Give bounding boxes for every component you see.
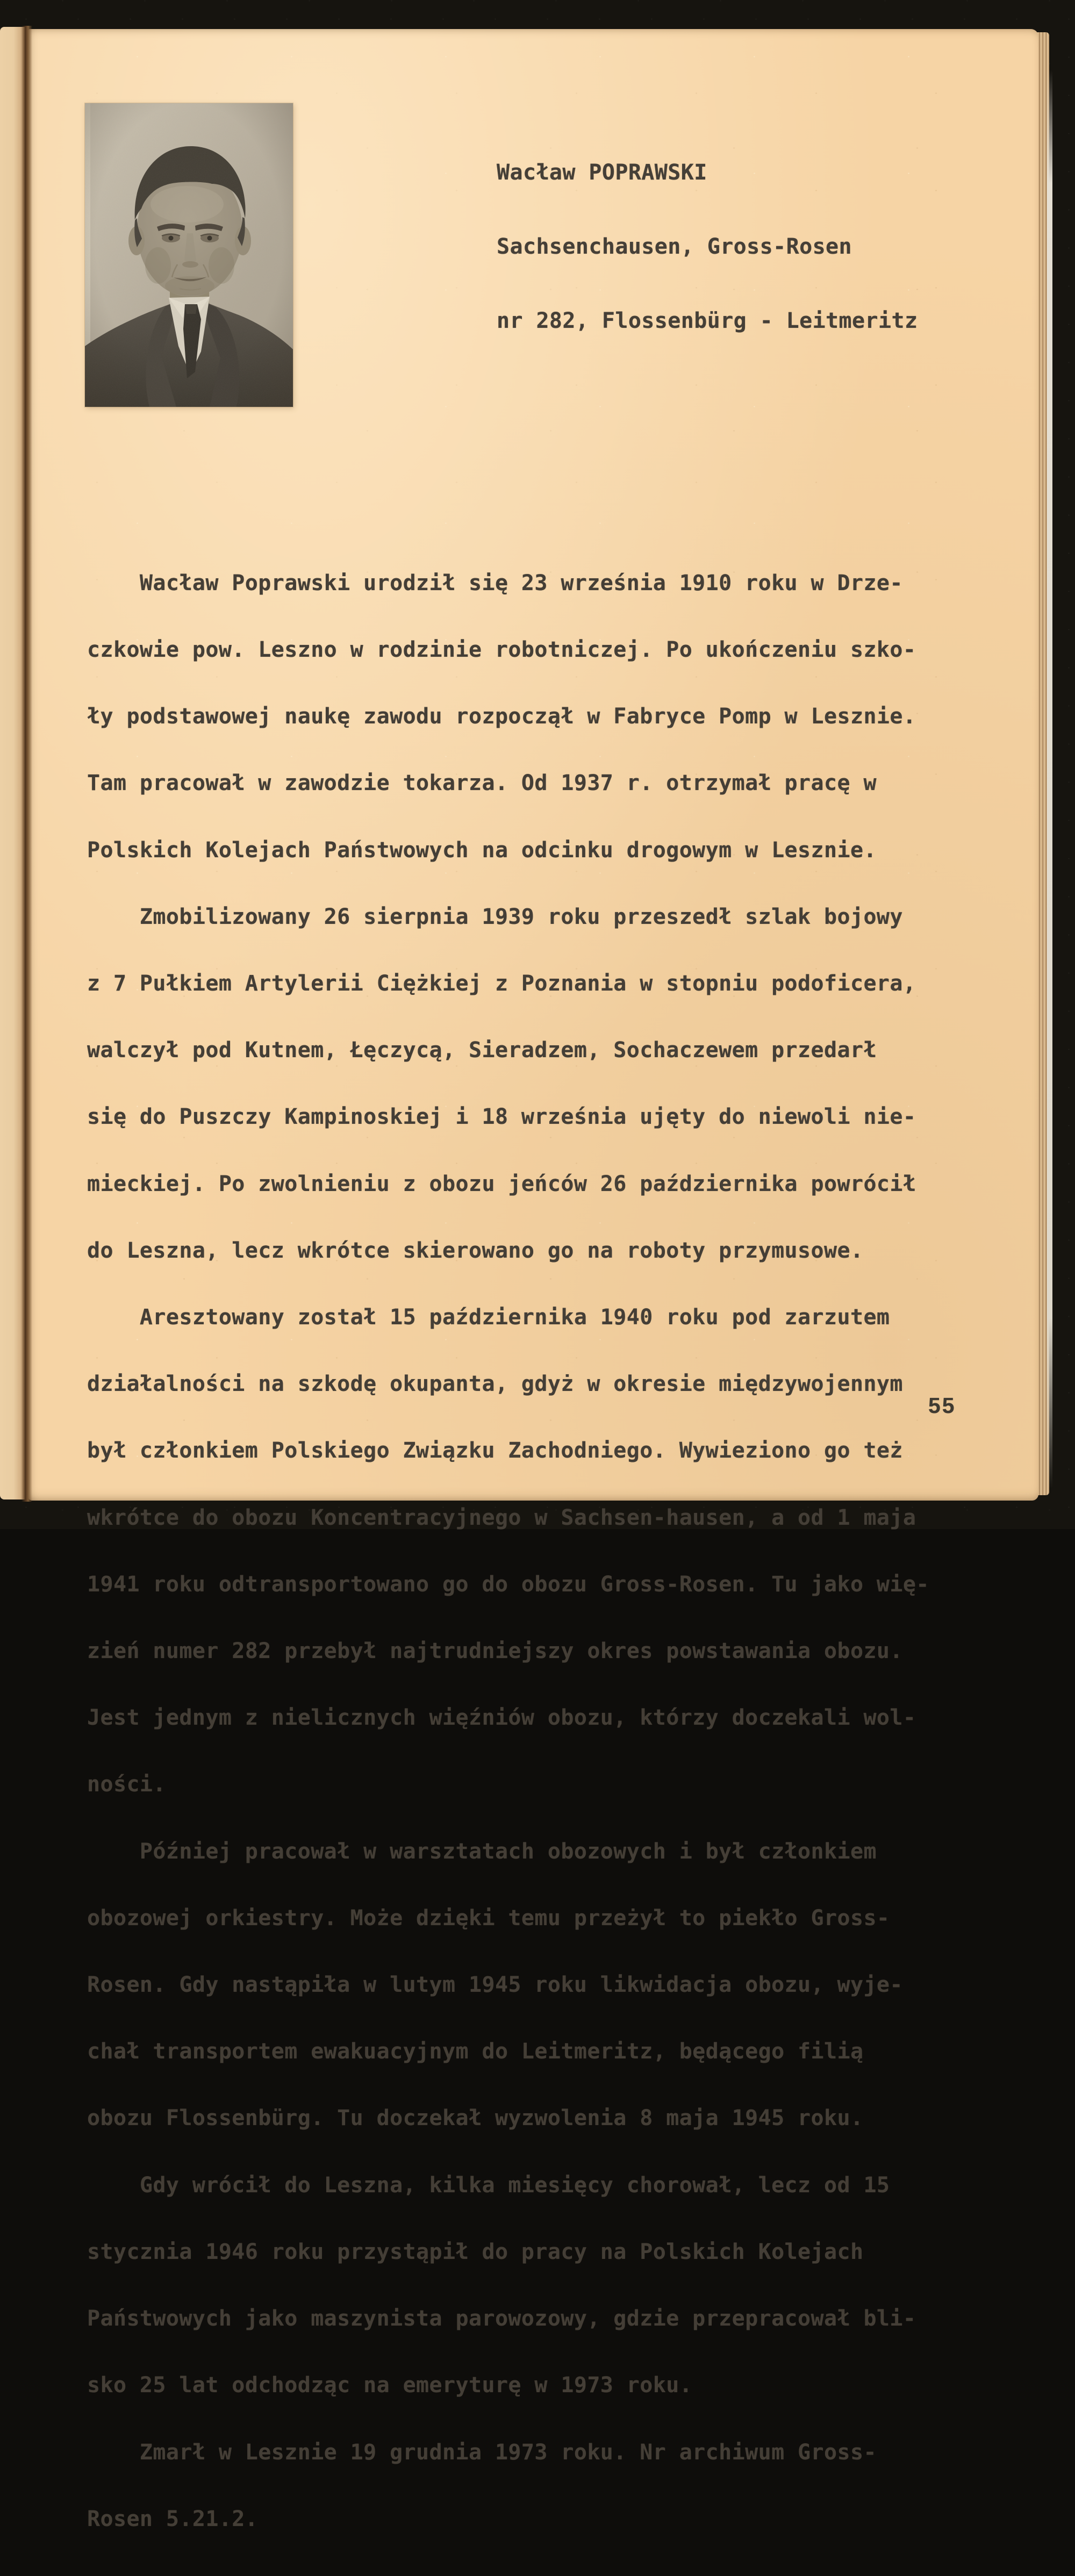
text-line: Rosen. Gdy nastąpiła w lutym 1945 roku likwidacja obozu, wyje-: [87, 1972, 903, 1998]
text-line: Później pracował w warsztatach obozowych i był członkiem: [87, 1839, 877, 1864]
text-line: Rosen 5.21.2.: [87, 2506, 259, 2531]
text-line: sko 25 lat odchodząc na emeryturę w 1973 roku.: [87, 2373, 693, 2398]
book-page: [28, 29, 1038, 2531]
text-line: czkowie pow. Leszno w rodzinie robotniczej. Po ukończeniu szko-: [87, 637, 916, 663]
text-line: 1941 roku odtransportowano go do obozu Gross-Rosen. Tu jako wię-: [87, 1572, 929, 1597]
text-line: z 7 Pułkiem Artylerii Ciężkiej z Poznania w stopniu podoficera,: [87, 971, 916, 996]
page-edge-highlight: [1047, 70, 1052, 1489]
portrait-photo: [85, 103, 293, 407]
text-line: Zmobilizowany 26 sierpnia 1939 roku przeszedł szlak bojowy: [87, 904, 903, 929]
text-line: Wacław Poprawski urodził się 23 września 1910 roku w Drze-: [87, 570, 903, 595]
text-line: wkrótce do obozu Koncentracyjnego w Sachsen-hausen, a od 1 maja: [87, 1505, 916, 1530]
header-camps-line2: nr 282, Flossenbürg - Leitmeritz: [497, 308, 918, 333]
text-line: ły podstawowej naukę zawodu rozpoczął w Fabryce Pomp w Lesznie.: [87, 704, 916, 729]
text-line: Zmarł w Lesznie 19 grudnia 1973 roku. Nr archiwum Gross-: [87, 2439, 877, 2465]
text-line: Polskich Kolejach Państwowych na odcinku drogowym w Lesznie.: [87, 837, 877, 863]
text-line: Państwowych jako maszynista parowozowy, gdzie przepracował bli-: [87, 2306, 916, 2331]
text-line: ności.: [87, 1772, 166, 1797]
text-line: Gdy wrócił do Leszna, kilka miesięcy chorował, lecz od 15: [87, 2172, 890, 2198]
text-line: stycznia 1946 roku przystąpił do pracy na Polskich Kolejach: [87, 2239, 864, 2264]
binding-crease: [22, 26, 32, 1502]
portrait-photo-drawing: [85, 103, 293, 407]
text-line: obozu Flossenbürg. Tu doczekał wyzwolenia 8 maja 1945 roku.: [87, 2106, 864, 2131]
text-line: do Leszna, lecz wkrótce skierowano go na roboty przymusowe.: [87, 1238, 864, 1263]
text-line: się do Puszczy Kampinoskiej i 18 września ujęty do niewoli nie-: [87, 1104, 916, 1130]
text-line: walczył pod Kutnem, Łęczycą, Sieradzem, Sochaczewem przedarł: [87, 1038, 877, 1063]
header-name: Wacław POPRAWSKI: [497, 160, 707, 185]
text-line: Aresztowany został 15 października 1940 roku pod zarzutem: [87, 1305, 890, 1330]
text-line: zień numer 282 przebył najtrudniejszy okres powstawania obozu.: [87, 1639, 903, 1664]
text-line: działalności na szkodę okupanta, gdyż w okresie międzywojennym: [87, 1372, 903, 1397]
text-line: obozowej orkiestry. Może dzięki temu przeżył to piekło Gross-: [87, 1905, 890, 1931]
header-block: [497, 111, 918, 383]
text-line: chał transportem ewakuacyjnym do Leitmeritz, będącego filią: [87, 2039, 864, 2064]
text-line: Tam pracował w zawodzie tokarza. Od 1937 r. otrzymał pracę w: [87, 771, 877, 796]
text-line: Jest jednym z nielicznych więźniów obozu, którzy doczekali wol-: [87, 1705, 916, 1731]
header-camps-line1: Sachsenchausen, Gross-Rosen: [497, 234, 852, 259]
page-number: 55: [928, 1393, 956, 1418]
text-line: mieckiej. Po zwolnieniu z obozu jeńców 26 października powrócił: [87, 1171, 916, 1196]
text-line: był członkiem Polskiego Związku Zachodniego. Wywieziono go też: [87, 1438, 903, 1463]
body-text: [87, 528, 929, 2575]
